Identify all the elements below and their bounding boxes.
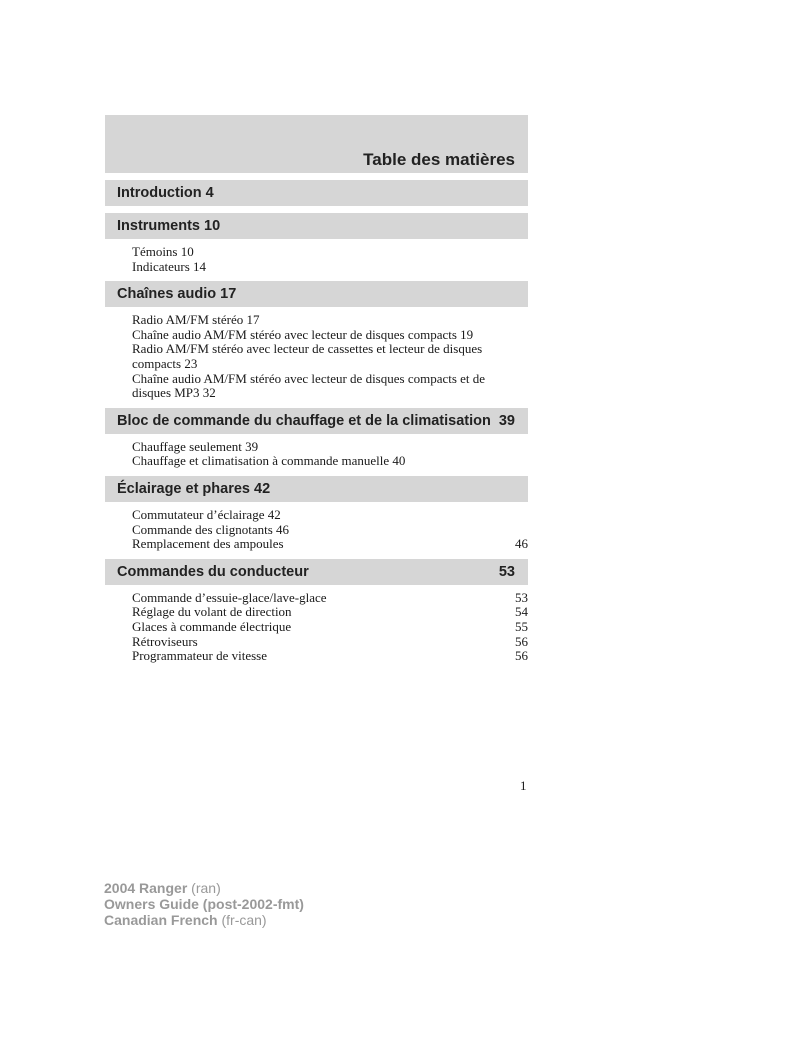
toc-title-band	[105, 115, 528, 173]
toc-entry-text: Commande d’essuie-glace/lave-glace	[132, 589, 327, 605]
toc-entry[interactable]	[132, 313, 528, 328]
toc-entry[interactable]	[132, 454, 528, 469]
toc-entry-text: Chauffage seulement 39	[132, 438, 259, 454]
toc-entry-text: Glaces à commande électrique	[132, 618, 292, 634]
toc-section-header[interactable]	[105, 180, 528, 206]
toc-entry[interactable]	[132, 620, 528, 635]
toc-item-list	[105, 434, 528, 469]
toc-entry-page: 56	[515, 633, 528, 649]
toc-item-list	[105, 307, 528, 401]
toc-entry-text: Radio AM/FM stéréo avec lecteur de cassettes et lecteur de disques compacts 23	[132, 341, 483, 371]
toc-entry[interactable]	[132, 537, 528, 552]
section-title: Chaînes audio 17	[117, 286, 237, 303]
toc-entry-text: Réglage du volant de direction	[132, 604, 292, 620]
toc-entry[interactable]	[132, 605, 528, 620]
toc-entry-text: Chauffage et climatisation à commande manuelle 40	[132, 453, 406, 469]
section-page: 39	[498, 412, 515, 429]
section-title: Instruments 10	[117, 218, 221, 234]
toc-entry-page: 53	[515, 589, 528, 605]
footer-line-2: Owners Guide (post-2002-fmt)	[104, 896, 304, 912]
toc-entry[interactable]	[132, 591, 528, 606]
section-title: Introduction 4	[117, 185, 214, 201]
toc-entry[interactable]	[132, 372, 528, 401]
toc-entry[interactable]	[132, 635, 528, 650]
section-title: Bloc de commande du chauffage et de la climatisation	[117, 412, 491, 429]
toc-entry[interactable]	[132, 342, 528, 371]
section-title: Éclairage et phares 42	[117, 480, 271, 497]
toc-entry[interactable]	[132, 328, 528, 343]
toc-entry-text: Rétroviseurs	[132, 633, 198, 649]
toc-section-header[interactable]	[105, 559, 528, 585]
toc-entry[interactable]	[132, 260, 528, 275]
page-number: 1	[520, 778, 527, 793]
toc-item-list	[105, 502, 528, 552]
toc-section-header[interactable]	[105, 281, 528, 307]
toc-entry-text: Radio AM/FM stéréo 17	[132, 312, 260, 328]
toc-entry[interactable]	[132, 245, 528, 260]
table-of-contents	[105, 115, 528, 664]
toc-entry-text: Programmateur de vitesse	[132, 648, 268, 664]
toc-entry-page: 55	[515, 618, 528, 634]
toc-entry[interactable]	[132, 508, 528, 523]
footer-line-3: Canadian French (fr-can)	[104, 912, 267, 928]
toc-entry-text: Chaîne audio AM/FM stéréo avec lecteur de disques compacts et de disques MP3 32	[132, 370, 486, 401]
footer-line-1: 2004 Ranger (ran)	[104, 880, 221, 896]
toc-entry-text: Commutateur d’éclairage 42	[132, 506, 281, 522]
toc-entry-page: 46	[515, 536, 528, 552]
toc-section-header[interactable]	[105, 408, 528, 434]
toc-entry-text: Témoins 10	[132, 244, 194, 259]
toc-item-list	[105, 585, 528, 664]
toc-item-list	[105, 239, 528, 274]
toc-entry-page: 54	[515, 604, 528, 620]
toc-entry-text: Remplacement des ampoules	[132, 536, 284, 552]
toc-entry-page: 56	[515, 648, 528, 664]
toc-entry-text: Indicateurs 14	[132, 258, 207, 274]
section-title: Commandes du conducteur	[117, 563, 309, 580]
toc-sections	[105, 180, 528, 664]
toc-entry[interactable]	[132, 523, 528, 538]
document-footer	[104, 880, 304, 928]
toc-entry-text: Commande des clignotants 46	[132, 521, 290, 537]
toc-section-header[interactable]	[105, 476, 528, 502]
toc-entry[interactable]	[132, 440, 528, 455]
toc-title: Table des matières	[363, 150, 515, 169]
section-page: 53	[498, 563, 515, 580]
toc-entry[interactable]	[132, 649, 528, 664]
toc-entry-text: Chaîne audio AM/FM stéréo avec lecteur de disques compacts 19	[132, 326, 474, 342]
toc-section-header[interactable]	[105, 213, 528, 239]
